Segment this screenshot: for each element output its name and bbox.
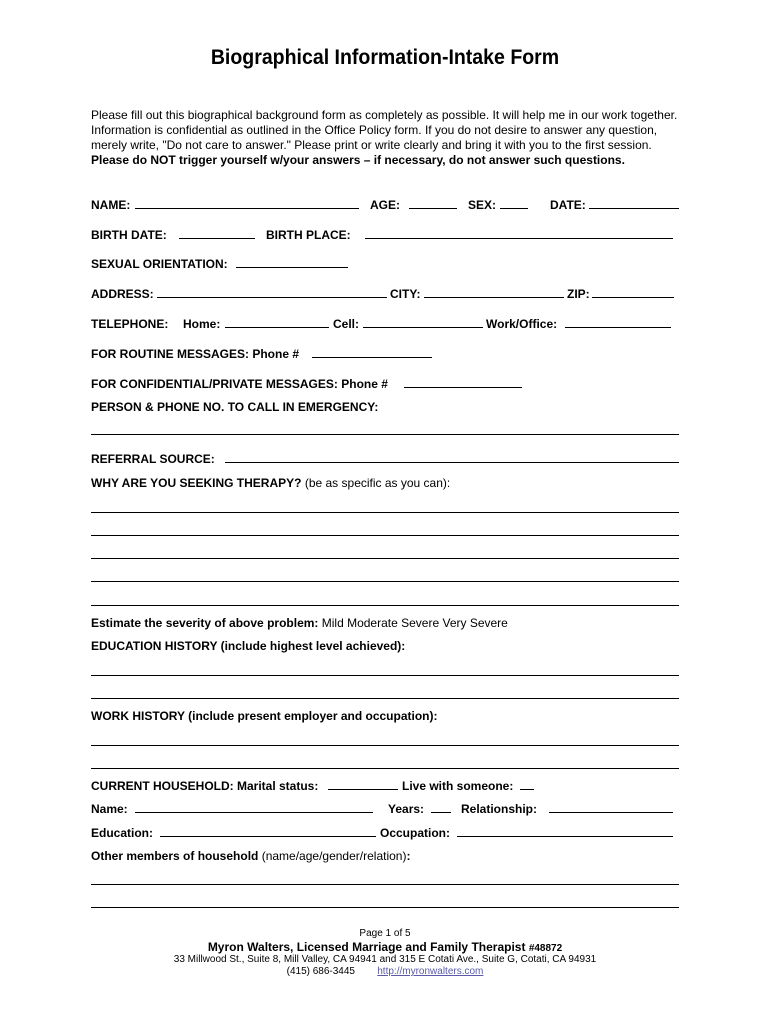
office-address: 33 Millwood St., Suite 8, Mill Valley, CA 94941 and 315 E Cotati Ave., Suite G, Cotati, CA 94931 <box>173 954 597 965</box>
why-therapy-row <box>91 475 683 491</box>
routine-messages-label: FOR ROUTINE MESSAGES: Phone # <box>91 347 300 361</box>
relationship-field[interactable] <box>549 801 673 813</box>
name-row <box>91 197 683 213</box>
page-number: Page 1 of 5 <box>359 928 411 939</box>
birth-place-label: BIRTH PLACE: <box>266 228 351 242</box>
license-number: #48872 <box>528 943 563 954</box>
relationship-label: Relationship: <box>461 802 538 816</box>
home-phone-field[interactable] <box>225 316 329 328</box>
marital-status-field[interactable] <box>328 778 398 790</box>
other-members-colon: : <box>406 849 411 863</box>
household-education-row <box>91 825 683 841</box>
live-with-label: Live with someone: <box>402 779 514 793</box>
office-phone: (415) 686-3445 <box>286 966 355 977</box>
name-field[interactable] <box>135 197 359 209</box>
address-field[interactable] <box>157 286 387 298</box>
address-row <box>91 286 683 302</box>
name-label: NAME: <box>91 198 131 212</box>
city-label: CITY: <box>390 287 421 301</box>
household-name-row <box>91 801 683 817</box>
sexual-orientation-label: SEXUAL ORIENTATION: <box>91 257 228 271</box>
date-field[interactable] <box>589 197 679 209</box>
intro-paragraph <box>91 108 681 168</box>
severity-text <box>91 615 508 631</box>
routine-phone-field[interactable] <box>312 346 432 358</box>
emergency-contact-label: PERSON & PHONE NO. TO CALL IN EMERGENCY: <box>91 400 379 414</box>
other-members-hint: (name/age/gender/relation) <box>261 849 407 863</box>
work-history-line-1[interactable] <box>91 745 679 746</box>
sex-field[interactable] <box>500 197 528 209</box>
sex-label: SEX: <box>468 198 497 212</box>
household-name-label: Name: <box>91 802 128 816</box>
other-members-text: Other members of household <box>91 849 259 863</box>
why-therapy-line-5[interactable] <box>91 605 679 606</box>
telephone-label: TELEPHONE: <box>91 317 169 331</box>
address-label: ADDRESS: <box>91 287 154 301</box>
website-link[interactable]: http://myronwalters.com <box>377 966 484 977</box>
cell-phone-label: Cell: <box>333 317 360 331</box>
severity-options[interactable]: Mild Moderate Severe Very Severe <box>321 616 508 630</box>
referral-source-field[interactable] <box>225 451 679 463</box>
why-therapy-line-4[interactable] <box>91 581 679 582</box>
intro-text: Please fill out this biographical background form as completely as possible. It will help me in our work together. Information is confidential as outlined in the Office Policy form. If you do not desire to answer any question, merely write, "Do not care to answer." Please print or write clearly and bring it with you to the first session. <box>91 108 678 152</box>
household-name-field[interactable] <box>135 801 373 813</box>
city-field[interactable] <box>424 286 564 298</box>
confidential-messages-row <box>91 376 683 392</box>
household-row <box>91 778 683 794</box>
referral-row <box>91 451 683 467</box>
routine-messages-row <box>91 346 683 362</box>
education-history-line-2[interactable] <box>91 698 679 699</box>
live-with-field[interactable] <box>520 778 534 790</box>
work-history-line-2[interactable] <box>91 768 679 769</box>
years-field[interactable] <box>431 801 451 813</box>
date-label: DATE: <box>550 198 586 212</box>
orientation-row <box>91 256 683 272</box>
work-history-label: WORK HISTORY (include present employer and occupation): <box>91 709 438 723</box>
birth-row <box>91 227 683 243</box>
other-members-line-2[interactable] <box>91 907 679 908</box>
emergency-row <box>91 399 683 415</box>
work-phone-field[interactable] <box>565 316 671 328</box>
education-history-label: EDUCATION HISTORY (include highest level achieved): <box>91 639 406 653</box>
therapist-credit <box>0 941 770 955</box>
therapist-name: Myron Walters, Licensed Marriage and Family Therapist <box>207 940 526 954</box>
telephone-row <box>91 316 683 332</box>
other-members-line-1[interactable] <box>91 884 679 885</box>
age-field[interactable] <box>409 197 457 209</box>
why-therapy-hint: (be as specific as you can): <box>304 476 451 490</box>
work-history-row <box>91 708 683 724</box>
other-members-row <box>91 848 683 864</box>
cell-phone-field[interactable] <box>363 316 483 328</box>
household-education-label: Education: <box>91 826 153 840</box>
why-therapy-line-1[interactable] <box>91 512 679 513</box>
severity-row <box>91 615 683 631</box>
birth-date-field[interactable] <box>179 227 255 239</box>
zip-field[interactable] <box>592 286 674 298</box>
form-title: Biographical Information-Intake Form <box>210 46 560 69</box>
why-therapy-line-2[interactable] <box>91 535 679 536</box>
household-education-field[interactable] <box>160 825 376 837</box>
birth-date-label: BIRTH DATE: <box>91 228 167 242</box>
age-label: AGE: <box>370 198 400 212</box>
occupation-label: Occupation: <box>380 826 451 840</box>
other-members-label <box>91 848 410 864</box>
confidential-phone-field[interactable] <box>404 376 522 388</box>
contact-line <box>0 966 770 978</box>
why-therapy-line-3[interactable] <box>91 558 679 559</box>
work-phone-label: Work/Office: <box>486 317 558 331</box>
birth-place-field[interactable] <box>365 227 673 239</box>
severity-label: Estimate the severity of above problem: <box>91 616 319 630</box>
marital-status-label: CURRENT HOUSEHOLD: Marital status: <box>91 779 319 793</box>
emergency-contact-line[interactable] <box>91 434 679 435</box>
why-therapy-question: WHY ARE YOU SEEKING THERAPY? <box>91 476 302 490</box>
education-history-line-1[interactable] <box>91 675 679 676</box>
sexual-orientation-field[interactable] <box>236 256 348 268</box>
why-therapy-label <box>91 475 450 491</box>
intro-warning: Please do NOT trigger yourself w/your answers – if necessary, do not answer such questions. <box>91 153 625 167</box>
referral-source-label: REFERRAL SOURCE: <box>91 452 215 466</box>
years-label: Years: <box>388 802 425 816</box>
confidential-messages-label: FOR CONFIDENTIAL/PRIVATE MESSAGES: Phone # <box>91 377 388 391</box>
home-phone-label: Home: <box>183 317 221 331</box>
education-history-row <box>91 638 683 654</box>
zip-label: ZIP: <box>567 287 590 301</box>
occupation-field[interactable] <box>457 825 673 837</box>
